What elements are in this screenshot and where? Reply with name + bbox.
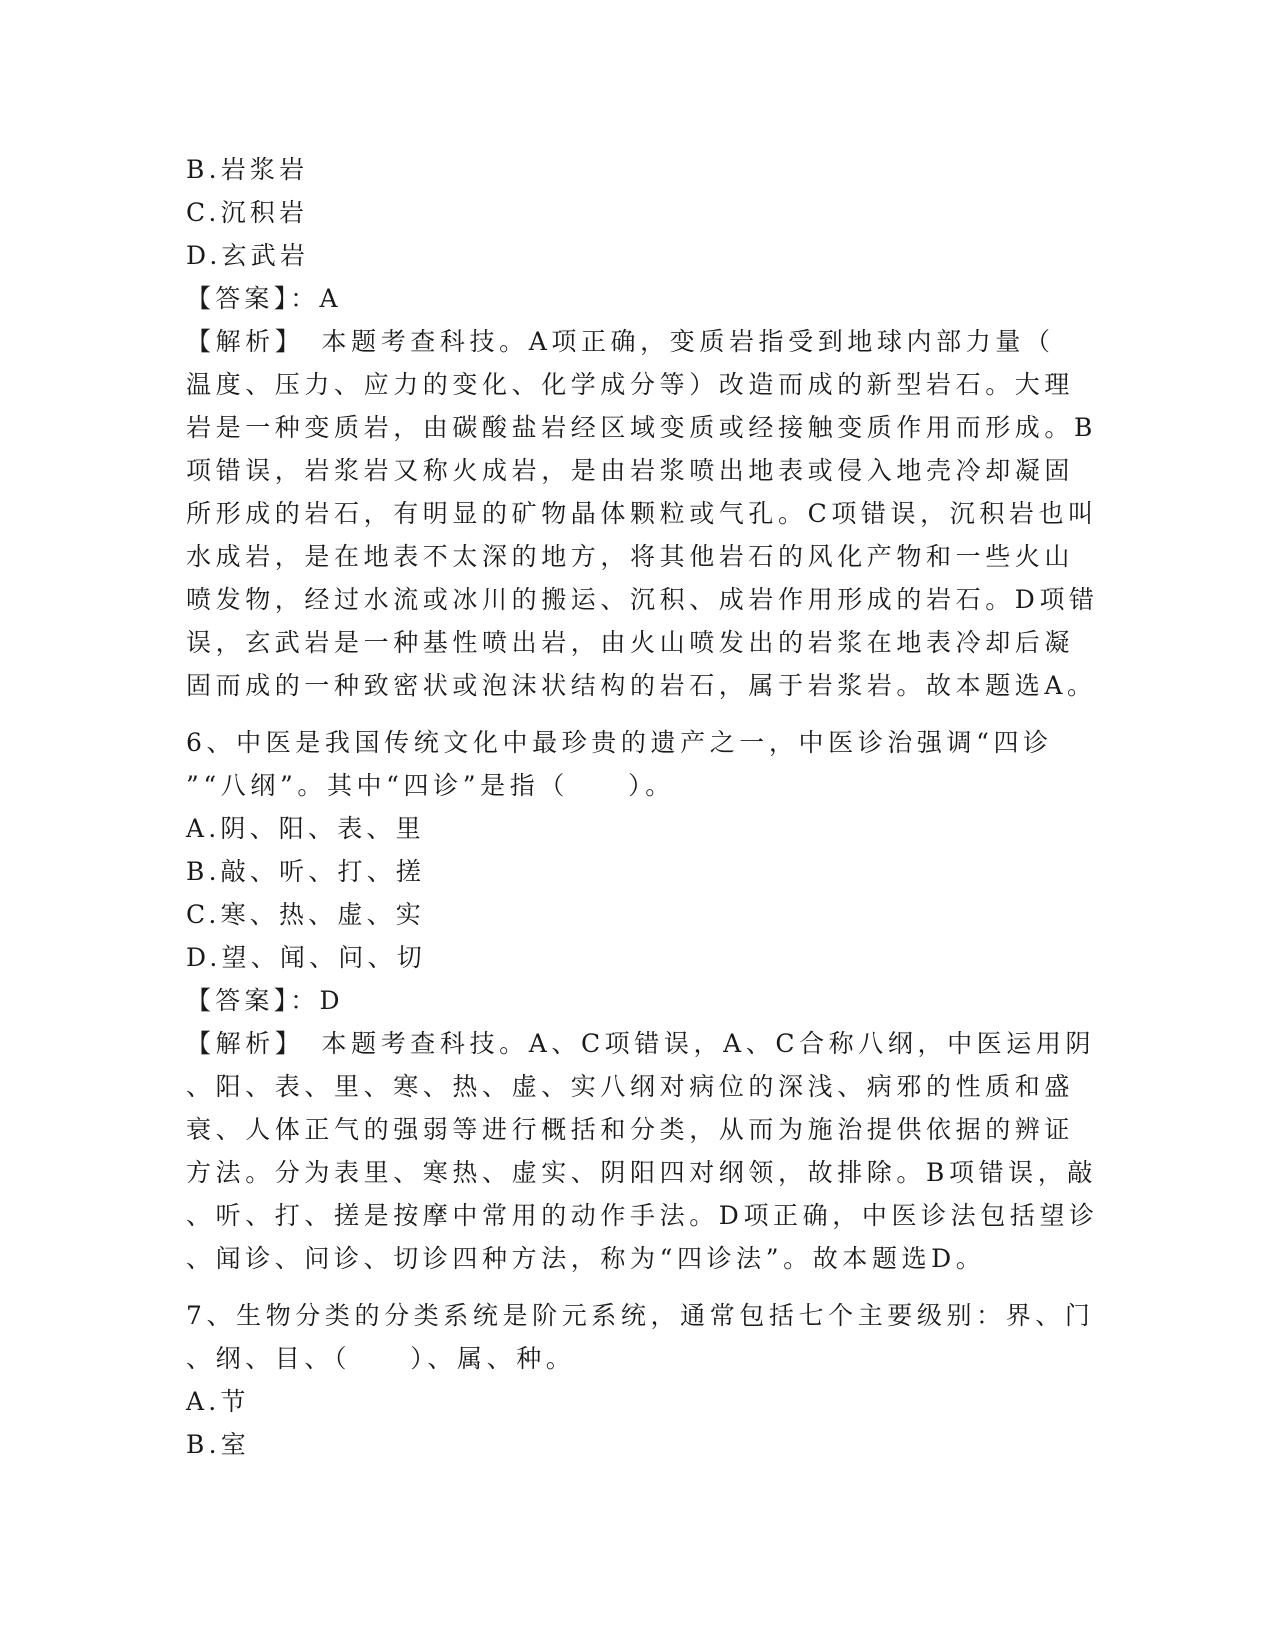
q5-option-d: D.玄武岩	[186, 241, 310, 270]
q6-option-b: B.敲、听、打、搓	[186, 857, 426, 886]
q5-option-b: B.岩浆岩	[186, 155, 309, 184]
q6-option-c: C.寒、热、虚、实	[186, 900, 425, 929]
q6-analysis-line: 方法。分为表里、寒热、虚实、阴阳四对纲领，故排除。B项错误，敲	[186, 1158, 1097, 1187]
q5-analysis-line: 项错误，岩浆岩又称火成岩，是由岩浆喷出地表或侵入地壳冷却凝固	[186, 456, 1075, 485]
question-6-block	[186, 721, 1099, 1280]
document-content	[186, 148, 1099, 1466]
q5-analysis-line: 喷发物，经过水流或冰川的搬运、沉积、成岩作用形成的岩石。D项错	[186, 585, 1099, 614]
q6-analysis-line: 、闻诊、问诊、切诊四种方法，称为“四诊法”。故本题选D。	[186, 1244, 986, 1273]
q6-question-line: 6、中医是我国传统文化中最珍贵的遗产之一，中医诊治强调“四诊	[186, 728, 1053, 757]
q7-option-b: B.室	[186, 1430, 250, 1459]
question-7-block	[186, 1294, 1095, 1466]
q5-analysis-line: 所形成的岩石，有明显的矿物晶体颗粒或气孔。C项错误，沉积岩也叫	[186, 499, 1098, 528]
q6-option-d: D.望、闻、问、切	[186, 943, 426, 972]
q6-answer: 【答案】：D	[186, 986, 344, 1015]
q6-analysis-line: 、听、打、搓是按摩中常用的动作手法。D项正确，中医诊法包括望诊	[186, 1201, 1099, 1230]
q6-question-line: ”“八纲”。其中“四诊”是指（ ）。	[186, 771, 675, 800]
q5-analysis-line: 【解析】 本题考查科技。A项正确，变质岩指受到地球内部力量（	[186, 327, 1055, 356]
q6-analysis-line: 、阳、表、里、寒、热、虚、实八纲对病位的深浅、病邪的性质和盛	[186, 1072, 1075, 1101]
q5-answer: 【答案】：A	[186, 284, 342, 313]
q6-analysis-line: 【解析】 本题考查科技。A、C项错误，A、C合称八纲，中医运用阴	[186, 1029, 1096, 1058]
q5-analysis-line: 水成岩，是在地表不太深的地方，将其他岩石的风化产物和一些火山	[186, 542, 1075, 571]
q6-option-a: A.阴、阳、表、里	[186, 814, 425, 843]
question-5-block	[186, 148, 1099, 707]
q5-analysis-line: 固而成的一种致密状或泡沫状结构的岩石，属于岩浆岩。故本题选A。	[186, 671, 1097, 700]
q6-analysis-line: 衰、人体正气的强弱等进行概括和分类，从而为施治提供依据的辨证	[186, 1115, 1075, 1144]
q7-question-line: 、纲、目、（ ）、属、种。	[186, 1344, 576, 1373]
q5-analysis-line: 温度、压力、应力的变化、化学成分等）改造而成的新型岩石。大理	[186, 370, 1075, 399]
q7-question-line: 7、生物分类的分类系统是阶元系统，通常包括七个主要级别：界、门	[186, 1301, 1095, 1330]
q5-option-c: C.沉积岩	[186, 198, 309, 227]
q5-analysis-line: 岩是一种变质岩，由碳酸盐岩经区域变质或经接触变质作用而形成。B	[186, 413, 1097, 442]
q5-analysis-line: 误，玄武岩是一种基性喷出岩，由火山喷发出的岩浆在地表冷却后凝	[186, 628, 1075, 657]
q7-option-a: A.节	[186, 1387, 250, 1416]
